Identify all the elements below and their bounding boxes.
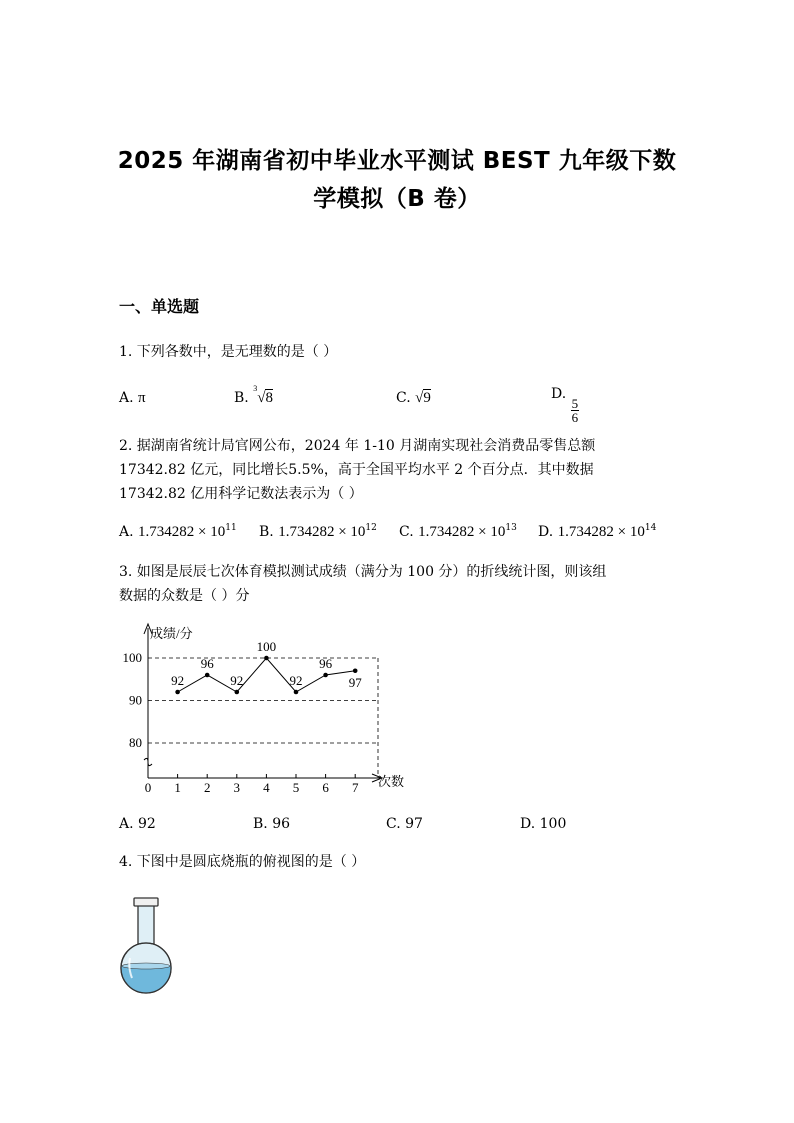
- question-4-stem: 4. 下图中是圆底烧瓶的俯视图的是（ ）: [119, 854, 366, 870]
- q3-option-a[interactable]: A. 92: [119, 816, 156, 832]
- q1-option-c[interactable]: [396, 390, 431, 407]
- x-tick-label-1: 1: [174, 780, 181, 795]
- q3-option-b[interactable]: B. 96: [253, 816, 291, 832]
- data-point-1: [175, 690, 180, 695]
- data-label-1: 92: [171, 673, 185, 688]
- q1-option-c-radicand: 9: [423, 390, 431, 406]
- q1-option-a-value: π: [138, 390, 146, 406]
- q1-option-b-radicand: 8: [265, 390, 273, 406]
- y-tick-label-80: 80: [129, 735, 142, 750]
- y-tick-label-100: 100: [122, 650, 142, 665]
- q1-option-a[interactable]: [119, 390, 146, 407]
- q2-option-a[interactable]: [119, 523, 237, 541]
- section-heading: 一、单选题: [119, 297, 200, 316]
- q1-option-d[interactable]: [551, 386, 579, 424]
- round-bottom-flask-icon: [116, 896, 176, 996]
- x-tick-label-5: 5: [292, 780, 300, 795]
- fraction-numerator: 5: [571, 396, 579, 411]
- title-line-2: 学模拟（B 卷）: [313, 186, 481, 212]
- q2-option-d[interactable]: [538, 523, 656, 541]
- x-tick-label-0: 0: [144, 780, 152, 795]
- q2-option-c[interactable]: [399, 523, 517, 541]
- data-label-6: 96: [319, 656, 333, 671]
- q2-option-d-mantissa: 1.734282 × 10: [557, 524, 645, 540]
- y-axis-label: 成绩/分: [150, 626, 193, 641]
- q1-option-a-label: A.: [119, 390, 134, 406]
- q2-option-a-mantissa: 1.734282 × 10: [138, 524, 226, 540]
- q1-option-d-fraction: [571, 397, 580, 424]
- q1-option-d-label: D.: [551, 386, 567, 402]
- x-tick-label-7: 7: [351, 780, 359, 795]
- data-label-3: 92: [230, 673, 244, 688]
- q2-line-3: 17342.82 亿用科学记数法表示为（ ）: [119, 486, 363, 502]
- q3-line-1: 3. 如图是辰辰七次体育模拟测试成绩（满分为 100 分）的折线统计图，则该组: [119, 564, 607, 580]
- question-1-stem: 1. 下列各数中，是无理数的是（ ）: [119, 344, 338, 360]
- q2-option-b[interactable]: [259, 523, 377, 541]
- q2-option-c-mantissa: 1.734282 × 10: [418, 524, 506, 540]
- q1-option-b-index: 3: [253, 384, 258, 393]
- data-label-7: 97: [348, 674, 362, 690]
- data-label-4: 100: [256, 639, 277, 654]
- y-tick-label-90: 90: [129, 692, 142, 708]
- radical-icon: √: [415, 390, 424, 406]
- flask-lip: [134, 898, 158, 906]
- data-label-5: 92: [289, 673, 303, 688]
- data-point-3: [235, 690, 240, 695]
- q2-option-b-exponent: 12: [365, 523, 377, 533]
- data-point-7: [353, 668, 358, 673]
- axis-break-icon: [144, 758, 152, 765]
- q1-option-c-label: C.: [396, 390, 411, 406]
- x-tick-label-3: 3: [233, 780, 241, 795]
- q3-option-d[interactable]: D. 100: [520, 816, 567, 832]
- x-tick-label-2: 2: [203, 780, 211, 795]
- data-point-5: [294, 690, 299, 695]
- q1-option-c-sqrt: [415, 390, 431, 407]
- title-line-1: 2025 年湖南省初中毕业水平测试 BEST 九年级下数: [117, 148, 677, 174]
- data-point-2: [205, 673, 210, 678]
- data-point-6: [323, 673, 328, 678]
- fraction-denominator: 6: [571, 410, 579, 425]
- q3-line-2: 数据的众数是（ ）分: [119, 588, 250, 604]
- q2-option-a-label: A.: [119, 524, 134, 540]
- question-3-stem: [119, 560, 689, 608]
- q2-option-d-label: D.: [538, 524, 554, 540]
- data-label-2: 96: [200, 656, 214, 671]
- x-tick-label-6: 6: [322, 780, 329, 795]
- q2-line-2: 17342.82 亿元，同比增长5.5%，高于全国平均水平 2 个百分点．其中数据: [119, 462, 594, 478]
- q3-option-c[interactable]: C. 97: [386, 816, 423, 832]
- q2-option-d-exponent: 14: [644, 523, 657, 533]
- q2-option-b-label: B.: [259, 524, 274, 540]
- flask-neck: [138, 904, 154, 946]
- q1-option-b-cube-root: [253, 384, 273, 407]
- q2-option-c-exponent: 13: [505, 523, 517, 533]
- q2-option-c-label: C.: [399, 524, 414, 540]
- q2-option-b-mantissa: 1.734282 × 10: [278, 524, 366, 540]
- q1-option-b[interactable]: [234, 384, 273, 407]
- x-tick-label-4: 4: [263, 780, 270, 795]
- question-2-stem: [119, 434, 689, 506]
- x-axis-label: 次数: [378, 774, 405, 789]
- data-point-4: [264, 656, 269, 661]
- score-line-chart: [110, 620, 420, 795]
- q2-line-1: 2. 据湖南省统计局官网公布，2024 年 1-10 月湖南实现社会消费品零售总额: [119, 438, 596, 454]
- q1-option-b-label: B.: [234, 390, 249, 406]
- radical-icon: √: [257, 390, 266, 406]
- document-title: [110, 142, 684, 218]
- q2-option-a-exponent: 11: [225, 523, 237, 533]
